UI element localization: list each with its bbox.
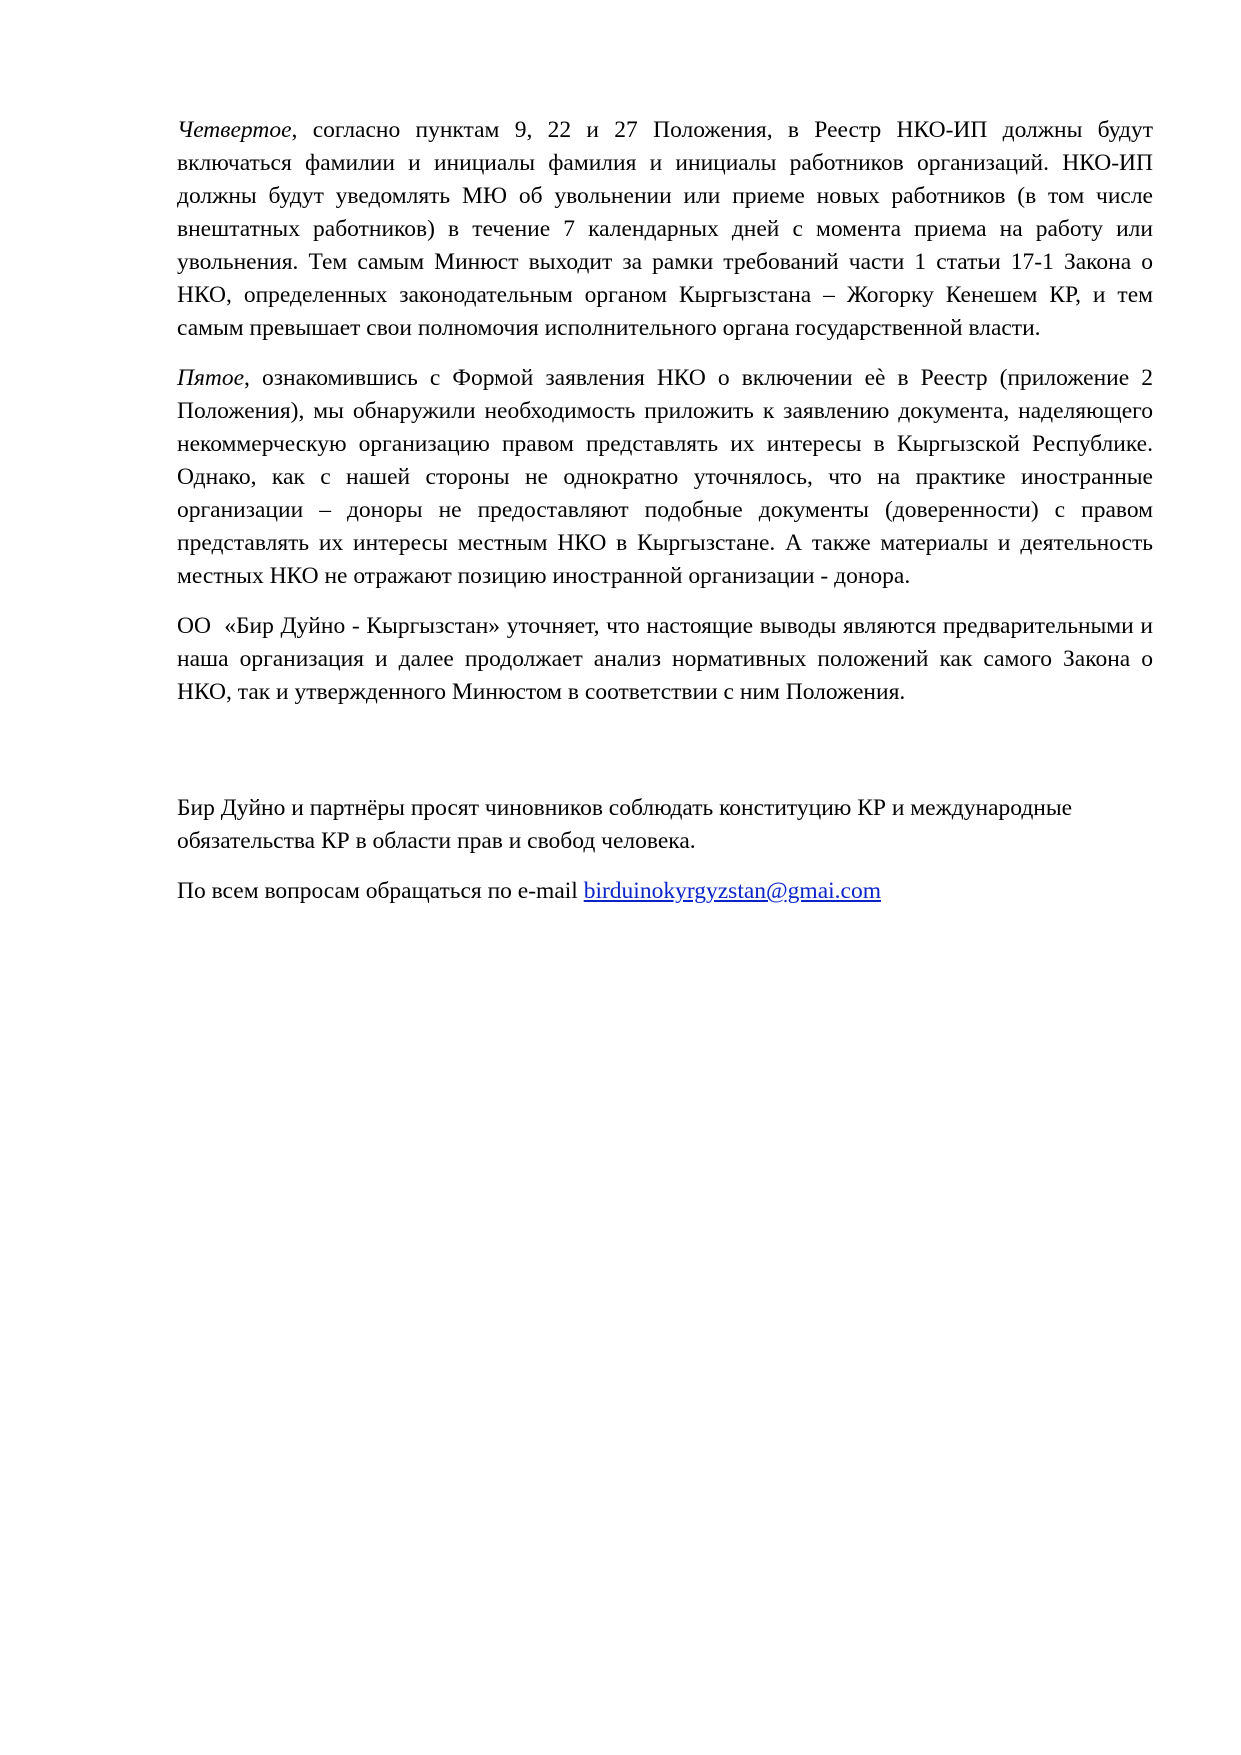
paragraph-fifth-lead: Пятое — [177, 365, 245, 391]
paragraph-contact — [177, 875, 1153, 908]
email-link[interactable]: birduinokyrgyzstan@gmai.com — [583, 878, 881, 904]
document-page — [177, 114, 1159, 925]
contact-text: По всем вопросам обращаться по e-mail — [177, 878, 584, 904]
paragraph-conclusion-text: ОО «Бир Дуйно - Кыргызстан» уточняет, что настоящие выводы являются предварительными и наша организация и далее продолжает анализ нормативных положений как самого Закона о НКО, так и утвержденного Минюстом в соответствии с ним Положения. — [177, 613, 1159, 705]
spacer — [177, 726, 1153, 792]
paragraph-fifth — [177, 362, 1153, 593]
paragraph-conclusion — [177, 610, 1159, 709]
paragraph-fourth — [177, 114, 1153, 345]
paragraph-fifth-text: , ознакомившись с Формой заявления НКО о включении еѐ в Реестр (приложение 2 Положения), мы обнаружили необходимость приложить к заявлению документа, наделяющего некоммерческую организацию правом представлять их интересы в Кыргызской Республике. Однако, как с нашей стороны не однократно уточнялось, что на практике иностранные организации – доноры не предоставляют подобные документы (доверенности) с правом представлять их интересы местным НКО в Кыргызстане. А также материалы и деятельность местных НКО не отражают позицию иностранной организации - донора. — [177, 365, 1153, 589]
paragraph-request — [177, 792, 1153, 858]
paragraph-request-text: Бир Дуйно и партнёры просят чиновников соблюдать конституцию КР и международные обязательства КР в области прав и свобод человека. — [177, 795, 1073, 854]
paragraph-fourth-lead: Четвертое — [177, 117, 292, 143]
paragraph-fourth-text: , согласно пунктам 9, 22 и 27 Положения, в Реестр НКО-ИП должны будут включаться фамилии и инициалы фамилия и инициалы работников организаций. НКО-ИП должны будут уведомлять МЮ об увольнении или приеме новых работников (в том числе внештатных работников) в течение 7 календарных дней с момента приема на работу или увольнения. Тем самым Минюст выходит за рамки требований части 1 статьи 17-1 Закона о НКО, определенных законодательным органом Кыргызстана – Жогорку Кенешем КР, и тем самым превышает свои полномочия исполнительного органа государственной власти. — [177, 117, 1153, 341]
